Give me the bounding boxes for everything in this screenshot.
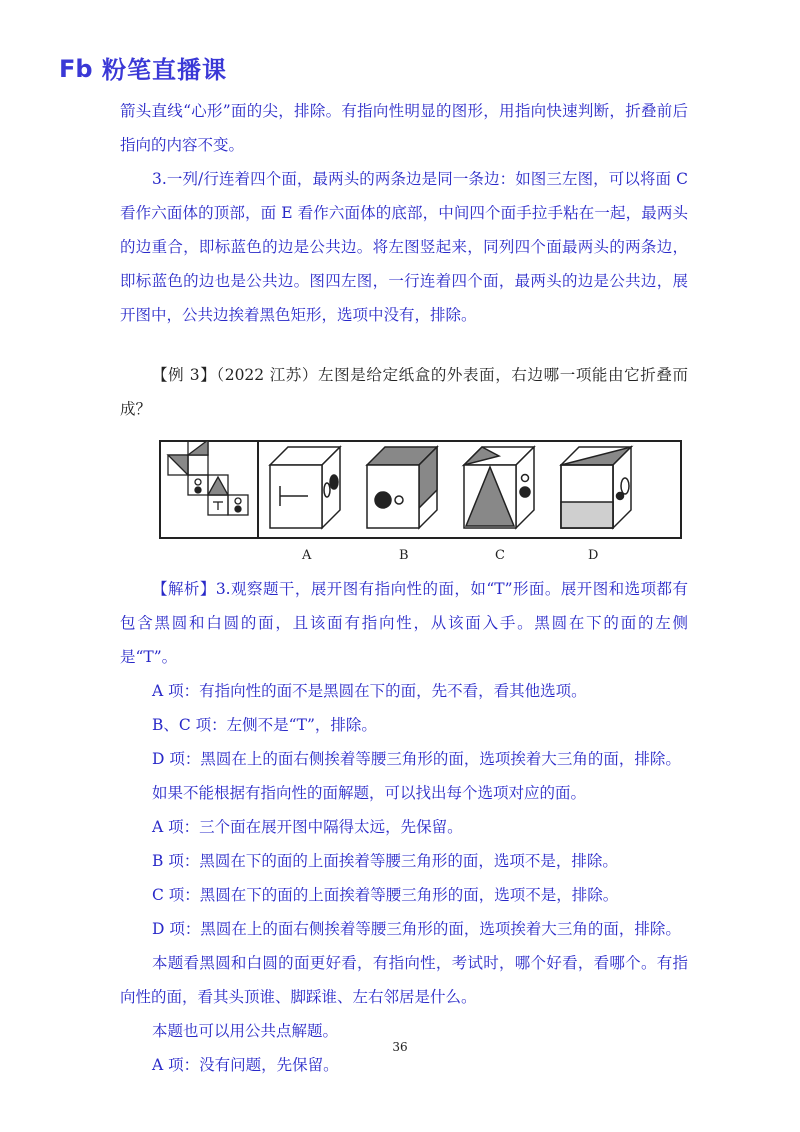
option-a-cube — [270, 447, 340, 528]
analysis-line: B、C 项：左侧不是“T”，排除。 — [152, 716, 377, 734]
analysis-line: B 项：黑圆在下的面的上面挨着等腰三角形的面，选项不是，排除。 — [152, 852, 618, 870]
brand-name: 粉笔直播课 — [102, 56, 227, 84]
cube-figure-svg — [120, 440, 682, 540]
option-label-d: D — [588, 548, 599, 563]
fb-logo-icon — [58, 53, 96, 83]
option-b-cube — [367, 447, 437, 528]
example-question: 【例 3】（2022 江苏）左图是给定纸盒的外表面，右边哪一项能由它折叠而成？ — [120, 366, 688, 418]
svg-text:Fb: Fb — [59, 54, 93, 83]
paragraph: 3.一列/行连着四个面，最两头的两条边是同一条边：如图三左图，可以将面 C 看作六面体的顶部，面 E 看作六面体的底部，中间四个面手拉手粘在一起，最两头的边重合，即标蓝色的边是公共边。将左图竖起来，同列四个面最两头的两条边，即标蓝色的边也是公共边。图四左图，一行连着四个面，最两头的边是公共边，展开图中，公共边挨着黑色矩形，选项中没有，排除。 — [120, 170, 688, 324]
analysis-line: 本题也可以用公共点解题。 — [152, 1022, 339, 1040]
brand-logo — [58, 50, 227, 85]
option-labels — [120, 540, 688, 572]
paragraph: 箭头直线“心形”面的尖，排除。有指向性明显的图形，用指向快速判断，折叠前后指向的内容不变。 — [120, 102, 688, 154]
analysis-line: D 项：黑圆在上的面右侧挨着等腰三角形的面，选项挨着大三角的面，排除。 — [152, 750, 681, 768]
option-c-cube — [464, 447, 534, 528]
cube-figure — [120, 440, 682, 540]
analysis-line: D 项：黑圆在上的面右侧挨着等腰三角形的面，选项挨着大三角的面，排除。 — [152, 920, 681, 938]
analysis-line: 如果不能根据有指向性的面解题，可以找出每个选项对应的面。 — [152, 784, 587, 802]
page-content — [120, 94, 688, 1082]
option-label-c: C — [495, 548, 505, 563]
cube-net — [168, 440, 248, 515]
analysis-line: C 项：黑圆在下的面的上面挨着等腰三角形的面，选项不是，排除。 — [152, 886, 619, 904]
analysis-line: A 项：有指向性的面不是黑圆在下的面，先不看，看其他选项。 — [152, 682, 587, 700]
option-label-b: B — [399, 548, 409, 563]
page-number: 36 — [392, 1040, 408, 1054]
analysis-intro: 【解析】3.观察题干，展开图有指向性的面，如“T”形面。展开图和选项都有包含黑圆和白圆的面，且该面有指向性，从该面入手。黑圆在下的面的左侧是“T”。 — [120, 580, 688, 666]
option-d-cube — [561, 447, 631, 528]
analysis-line: A 项：三个面在展开图中隔得太远，先保留。 — [152, 818, 463, 836]
option-label-a: A — [302, 548, 312, 563]
analysis-line: 本题看黑圆和白圆的面更好看，有指向性，考试时，哪个好看，看哪个。有指向性的面，看其头顶谁、脚踩谁、左右邻居是什么。 — [120, 954, 688, 1006]
analysis-line: A 项：没有问题，先保留。 — [152, 1056, 339, 1074]
